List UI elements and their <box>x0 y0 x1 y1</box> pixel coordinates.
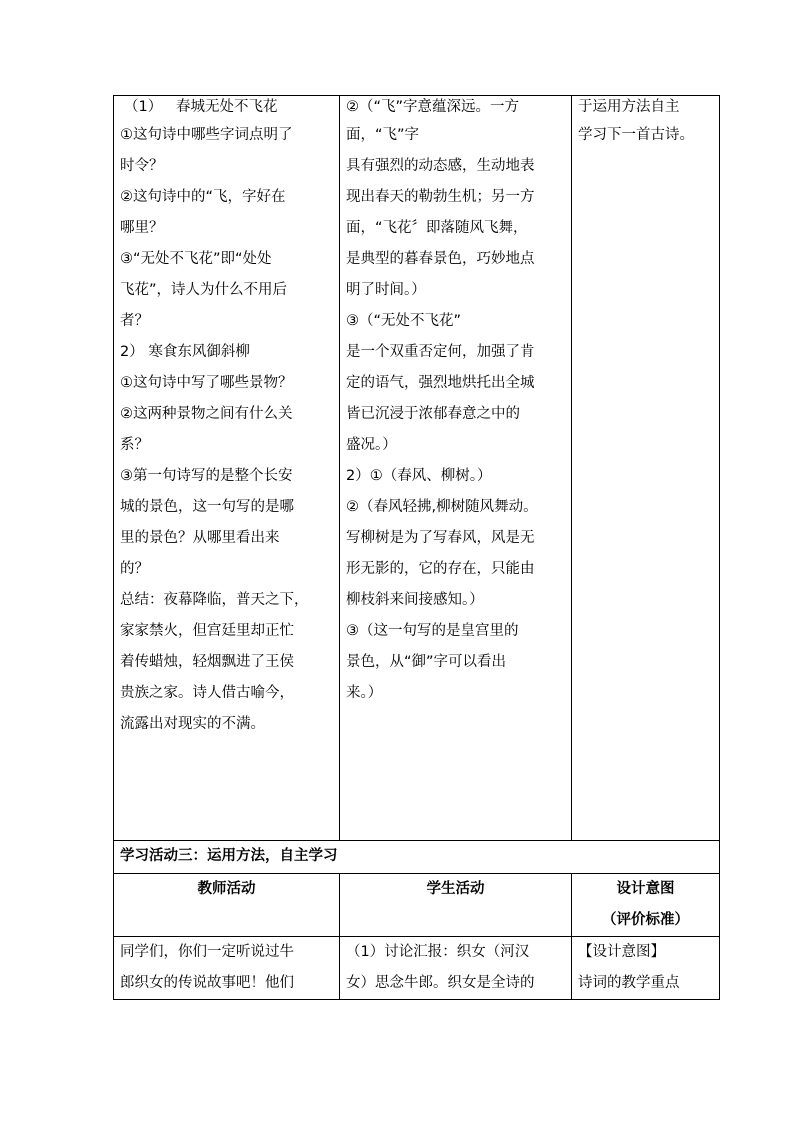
header-teacher: 教师活动 <box>114 874 340 937</box>
header-design-line1: 设计意图 <box>616 881 675 897</box>
text-line: ①这句诗中写了哪些景物？ <box>120 375 293 391</box>
table-row <box>114 937 720 1000</box>
text-line: （1）讨论汇报：织女（河汉 <box>346 944 530 960</box>
table-row <box>114 841 720 874</box>
text-line: 【设计意图】 <box>578 944 665 960</box>
design-intent-cell <box>572 96 720 841</box>
text-line: ③（“无处不飞花” <box>346 313 462 329</box>
teacher-activity-cell <box>114 937 340 1000</box>
table-header-row <box>114 874 720 937</box>
text-line: ②这句诗中的“飞，字好在 <box>120 189 286 205</box>
header-student: 学生活动 <box>340 874 572 937</box>
table-row <box>114 96 720 841</box>
text-line: 是一个双重否定何，加强了肯 <box>346 344 535 360</box>
text-line: 飞花”，诗人为什么不用后 <box>120 282 288 298</box>
text-line: 着传蜡烛，轻烟飘进了王侯 <box>120 654 294 670</box>
text-line: 家家禁火，但宫廷里却正忙 <box>120 623 294 639</box>
text-line: 郎织女的传说故事吧！他们 <box>120 975 294 991</box>
design-intent-cell <box>572 937 720 1000</box>
text-line: ②这两种景物之间有什么关 <box>120 406 293 422</box>
text-line: 哪里？ <box>120 220 164 236</box>
student-answers-cell <box>340 96 572 841</box>
text-line: 现出春天的勒勃生机；另一方 <box>346 189 535 205</box>
text-line: 时令？ <box>120 158 164 174</box>
text-line: 柳枝斜来间接感知。） <box>346 592 484 608</box>
text-line: 同学们，你们一定听说过牛 <box>120 944 294 960</box>
activity-title: 学习活动三：运用方法，自主学习 <box>114 841 720 874</box>
text-line: 形无影的，它的存在，只能由 <box>346 561 535 577</box>
text-line: 者？ <box>120 313 149 329</box>
text-line: 景色，从“御”字可以看出 <box>346 654 507 670</box>
text-line: 是典型的暮春景色，巧妙地点 <box>346 251 535 267</box>
text-line: ③第一句诗写的是整个长安 <box>120 468 293 484</box>
text-line: ②（春风轻拂,柳树随风舞动。 <box>346 499 538 515</box>
text-line: 总结：夜幕降临，普天之下， <box>120 592 309 608</box>
text-line: 来。） <box>346 685 383 701</box>
text-line: 女）思念牛郎。织女是全诗的 <box>346 975 535 991</box>
text-line: 2） 寒食东风御斜柳 <box>120 344 250 360</box>
text-line: 诗词的教学重点 <box>578 975 680 991</box>
text-line: 系？ <box>120 437 149 453</box>
text-line: 面，“飞”字 <box>346 127 420 143</box>
text-line: ③“无处不飞花”即“处处 <box>120 251 272 267</box>
header-design-line2: （评价标准） <box>602 912 689 928</box>
text-line: 流露出对现实的不满。 <box>120 716 265 732</box>
text-line: 城的景色，这一句写的是哪 <box>120 499 294 515</box>
text-line: 2）①（春风、柳树。） <box>346 468 492 484</box>
text-line: 里的景色？从哪里看出来 <box>120 530 280 546</box>
text-line: 皆已沉浸于浓郁春意之中的 <box>346 406 520 422</box>
text-line: 贵族之家。诗人借古喻今， <box>120 685 294 701</box>
teacher-questions-cell <box>114 96 340 841</box>
text-line: 于运用方法自主 <box>578 99 680 115</box>
lesson-plan-table <box>113 95 720 1000</box>
text-line: （1） 春城无处不飞花 <box>124 99 278 115</box>
text-line: 明了时间。） <box>346 282 426 298</box>
text-line: 学习下一首古诗。 <box>578 127 694 143</box>
text-line: 写柳树是为了写春风，风是无 <box>346 530 535 546</box>
text-line: ③（这一句写的是皇宫里的 <box>346 623 519 639</box>
text-line: 具有强烈的动态感，生动地表 <box>346 158 535 174</box>
text-line: 盛况。） <box>346 437 397 453</box>
text-line: 的？ <box>120 561 149 577</box>
student-activity-cell <box>340 937 572 1000</box>
text-line: ②（“飞”字意蕴深远。一方 <box>346 99 520 115</box>
text-line: 定的语气，强烈地烘托出全城 <box>346 375 535 391</box>
header-design <box>572 874 720 937</box>
text-line: ①这句诗中哪些字词点明了 <box>120 127 293 143</box>
text-line: 面，“飞花〞即落随风飞舞， <box>346 220 528 236</box>
